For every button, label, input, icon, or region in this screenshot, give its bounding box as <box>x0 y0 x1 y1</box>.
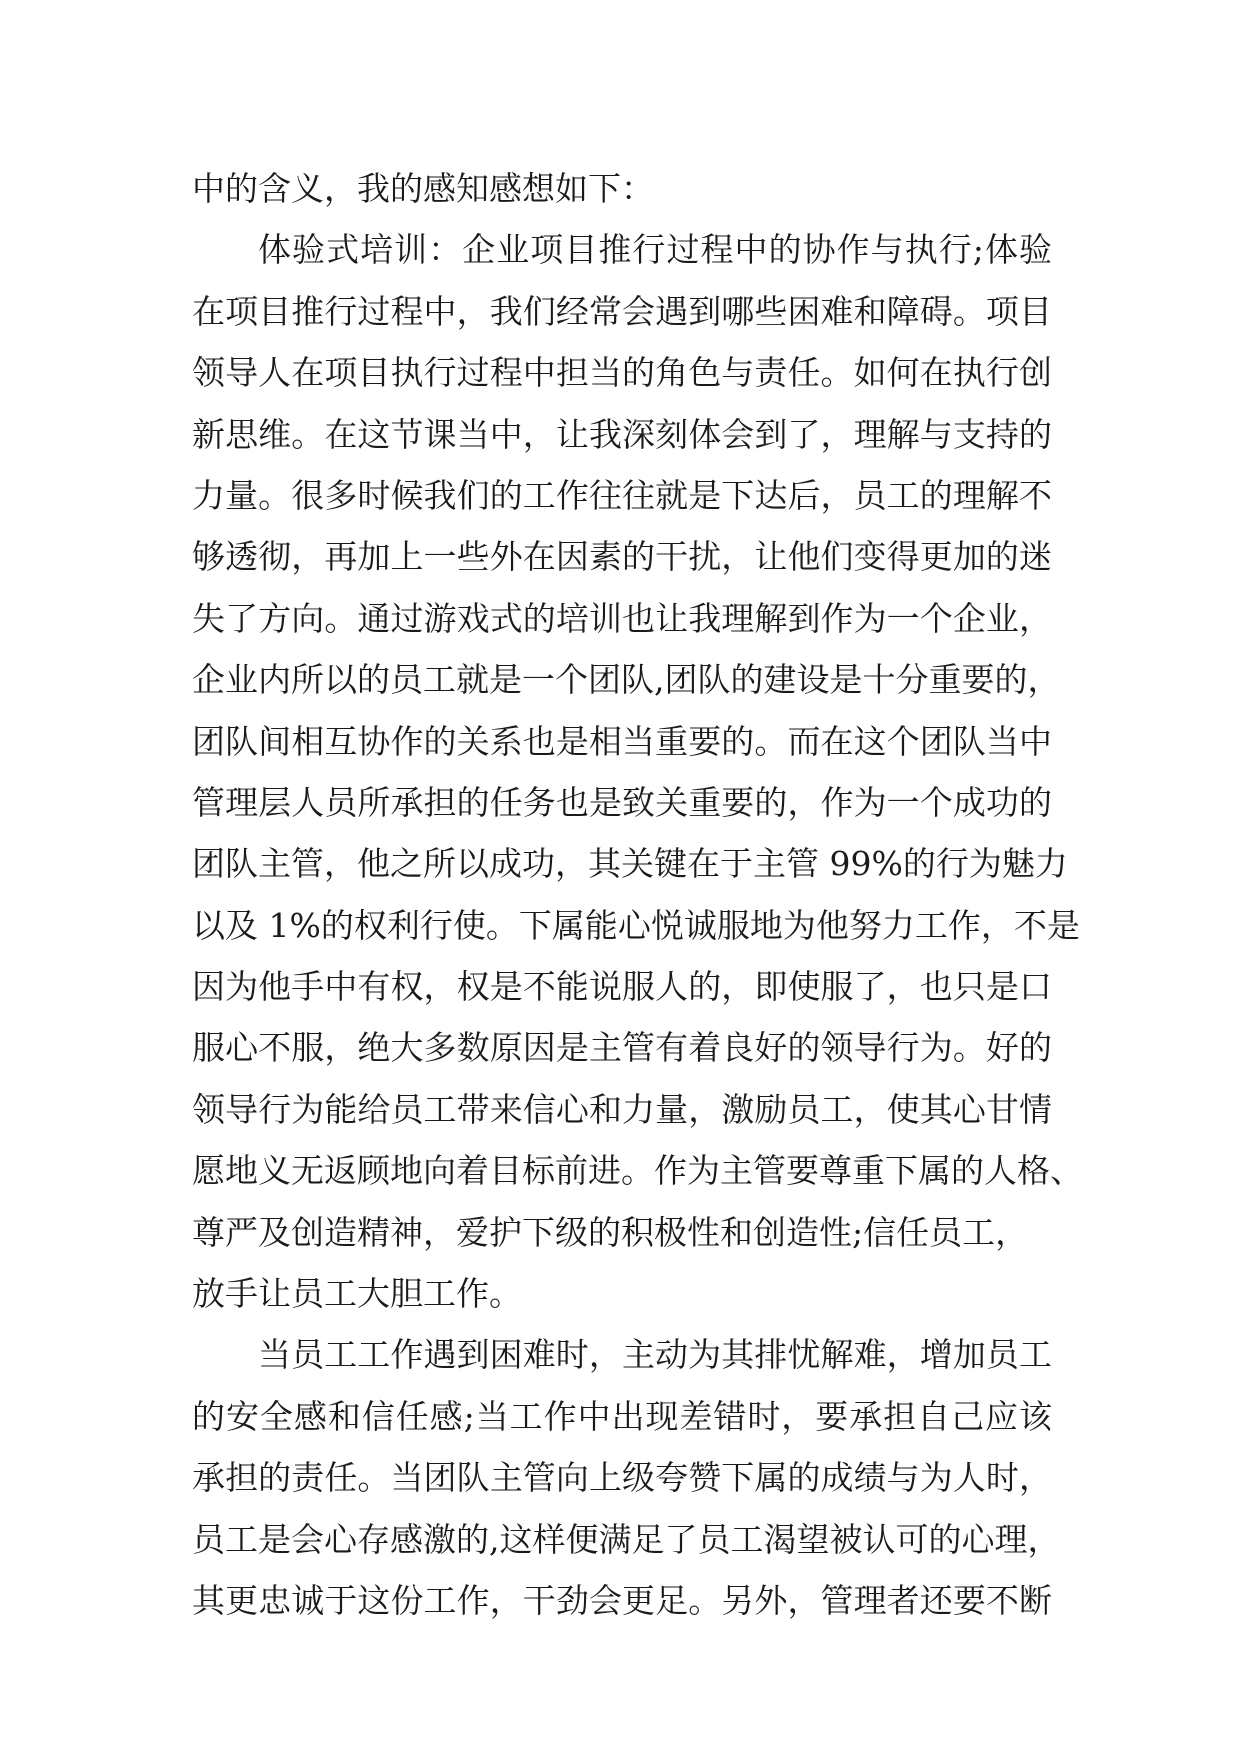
text-line: 其更忠诚于这份工作，干劲会更足。另外，管理者还要不断 <box>192 1580 1052 1620</box>
text-line: 团队主管，他之所以成功，其关键在于主管 99%的行为魅力 <box>192 844 1068 884</box>
text-line: 团队间相互协作的关系也是相当重要的。而在这个团队当中 <box>192 721 1052 761</box>
text-line: 服心不服，绝大多数原因是主管有着良好的领导行为。好的 <box>192 1028 1052 1068</box>
text-line: 中的含义，我的感知感想如下： <box>192 169 654 208</box>
text-line: 新思维。在这节课当中，让我深刻体会到了，理解与支持的 <box>192 414 1052 454</box>
text-line: 愿地义无返顾地向着目标前进。作为主管要尊重下属的人格、 <box>192 1151 1083 1191</box>
text-line: 在项目推行过程中，我们经常会遇到哪些困难和障碍。项目 <box>192 291 1052 331</box>
text-line: 失了方向。通过游戏式的培训也让我理解到作为一个企业， <box>192 598 1052 638</box>
text-line: 领导行为能给员工带来信心和力量，激励员工，使其心甘情 <box>192 1089 1052 1129</box>
text-line: 力量。很多时候我们的工作往往就是下达后，员工的理解不 <box>192 475 1052 515</box>
text-line: 领导人在项目执行过程中担当的角色与责任。如何在执行创 <box>192 353 1052 393</box>
text-line: 因为他手中有权，权是不能说服人的，即使服了，也只是口 <box>192 967 1052 1007</box>
text-line-paragraph-start: 体验式培训：企业项目推行过程中的协作与执行;体验 <box>258 230 1052 270</box>
text-line-paragraph-end: 放手让员工大胆工作。 <box>192 1274 522 1314</box>
body-text <box>192 158 1083 1631</box>
text-line: 企业内所以的员工就是一个团队,团队的建设是十分重要的， <box>192 660 1061 700</box>
text-line: 尊严及创造精神，爱护下级的积极性和创造性;信任员工， <box>192 1212 1029 1252</box>
text-line: 的安全感和信任感;当工作中出现差错时，要承担自己应该 <box>192 1396 1052 1436</box>
text-line-paragraph-start: 当员工工作遇到困难时，主动为其排忧解难，增加员工 <box>258 1335 1052 1375</box>
text-line: 员工是会心存感激的,这样便满足了员工渴望被认可的心理， <box>192 1519 1061 1559</box>
text-line: 承担的责任。当团队主管向上级夸赞下属的成绩与为人时， <box>192 1458 1052 1498</box>
text-line: 以及 1%的权利行使。下属能心悦诚服地为他努力工作，不是 <box>192 905 1080 945</box>
text-line: 够透彻，再加上一些外在因素的干扰，让他们变得更加的迷 <box>192 537 1052 577</box>
text-line: 管理层人员所承担的任务也是致关重要的，作为一个成功的 <box>192 782 1052 822</box>
